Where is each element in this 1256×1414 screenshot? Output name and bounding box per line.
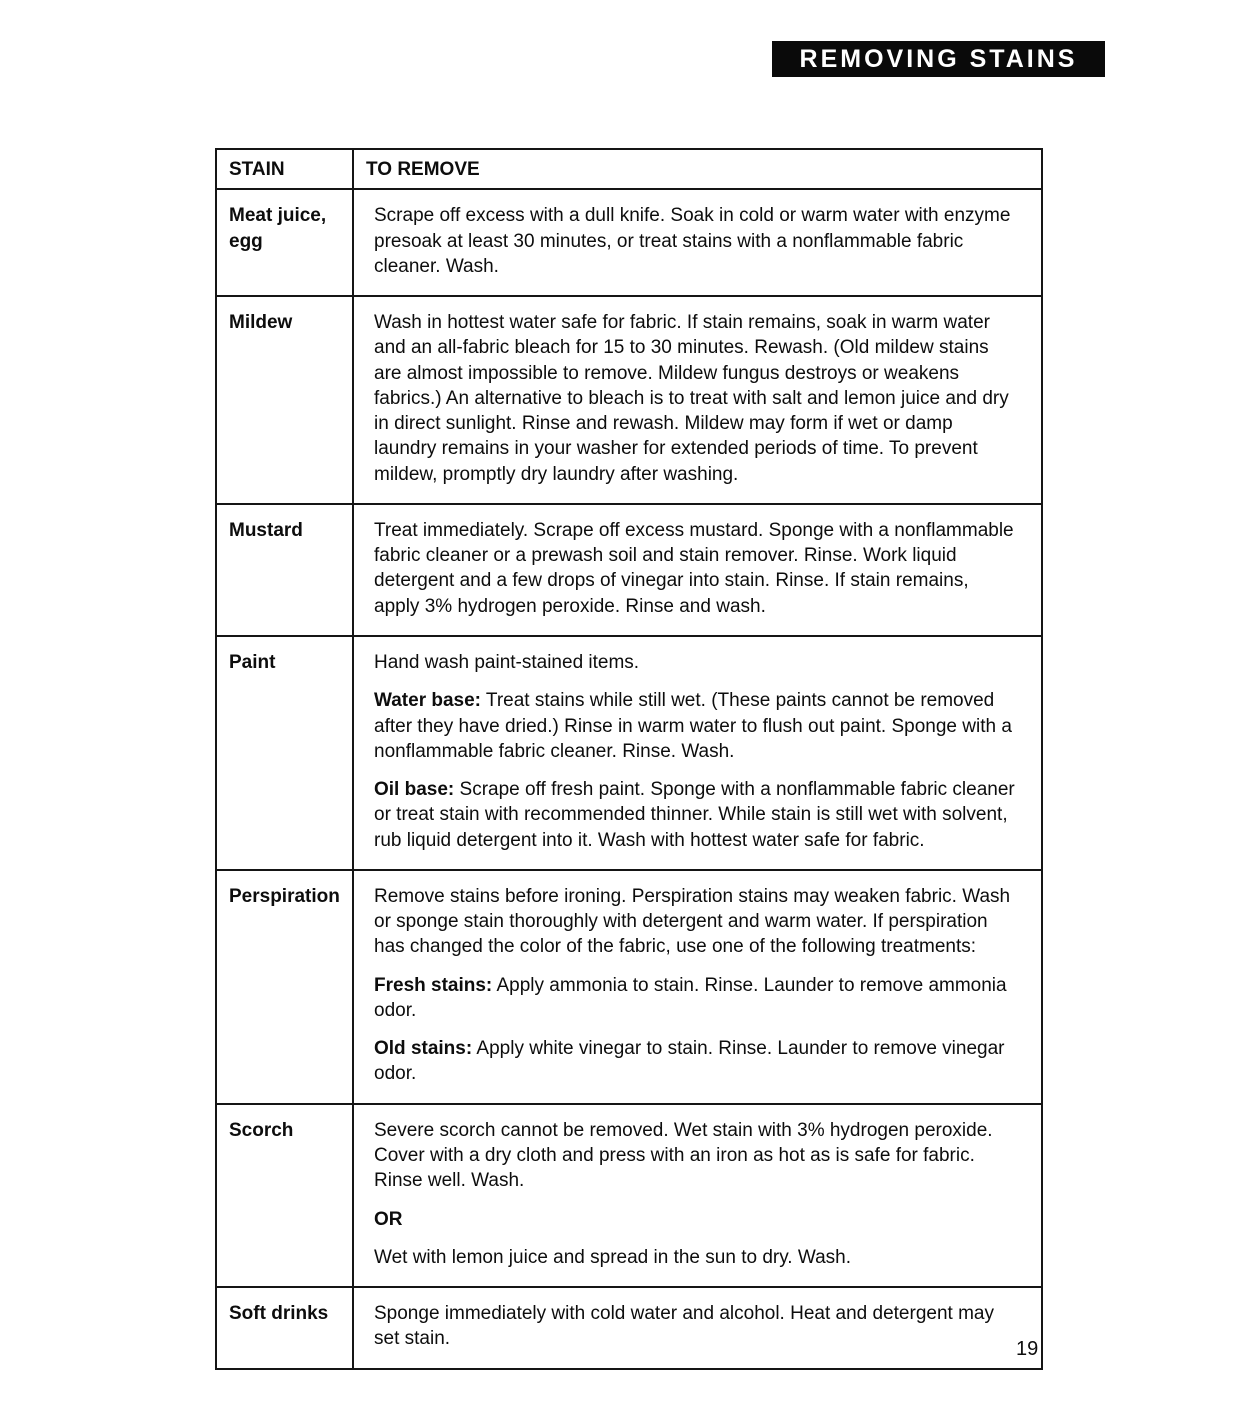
stain-name: Scorch (216, 1104, 353, 1287)
stain-table (215, 148, 1043, 1370)
instruction-paragraph: Old stains: Apply white vinegar to stain. Rinse. Launder to remove vinegar odor. (374, 1038, 1005, 1085)
stain-name: Soft drinks (216, 1287, 353, 1369)
page-number: 19 (1016, 1338, 1039, 1360)
instruction-paragraph: Remove stains before ironing. Perspiration stains may weaken fabric. Wash or sponge stain thoroughly with detergent and warm water. If perspiration has changed the color of the fabric, use one of the following treatments: (374, 885, 1011, 958)
stain-name: Paint (216, 636, 353, 870)
remove-instructions (353, 870, 1042, 1104)
table-row (216, 1104, 1042, 1287)
stain-table-body (216, 189, 1042, 1368)
stain-name: Perspiration (216, 870, 353, 1104)
table-row (216, 1287, 1042, 1369)
instruction-paragraph: Severe scorch cannot be removed. Wet stain with 3% hydrogen peroxide. Cover with a dry cloth and press with an iron as hot as is safe for fabric. Rinse well. Wash. (374, 1119, 993, 1192)
instruction-paragraph: Oil base: Scrape off fresh paint. Sponge with a nonflammable fabric cleaner or treat stain with recommended thinner. While stain is still wet with solvent, rub liquid detergent into it. Wash with hottest water safe for fabric. (374, 779, 1015, 851)
remove-instructions (353, 189, 1042, 296)
table-header-row (216, 149, 1042, 189)
instruction-paragraph: Wet with lemon juice and spread in the sun to dry. Wash. (374, 1246, 851, 1268)
remove-instructions (353, 1104, 1042, 1287)
table-row (216, 189, 1042, 296)
instruction-paragraph: Sponge immediately with cold water and alcohol. Heat and detergent may set stain. (374, 1303, 994, 1350)
header-banner (772, 41, 1105, 77)
table-row (216, 504, 1042, 636)
table-row (216, 870, 1042, 1104)
stain-name: Mustard (216, 504, 353, 636)
table-row (216, 636, 1042, 870)
instruction-paragraph: OR (374, 1208, 403, 1230)
instruction-paragraph: Water base: Treat stains while still wet. (These paints cannot be removed after they have dried.) Rinse in warm water to flush out paint. Sponge with a nonflammable fabric cleaner. Rinse. Wash. (374, 690, 1012, 762)
instruction-paragraph: Scrape off excess with a dull knife. Soak in cold or warm water with enzyme presoak at least 30 minutes, or treat stains with a nonflammable fabric cleaner. Wash. (374, 205, 1011, 277)
remove-instructions (353, 504, 1042, 636)
stain-name: Mildew (216, 296, 353, 504)
instruction-paragraph: Hand wash paint-stained items. (374, 651, 640, 673)
remove-instructions (353, 1287, 1042, 1369)
column-header-stain: STAIN (216, 149, 353, 189)
page-title: REMOVING STAINS (799, 44, 1078, 73)
instruction-paragraph: Fresh stains: Apply ammonia to stain. Rinse. Launder to remove ammonia odor. (374, 974, 1007, 1021)
column-header-to-remove: TO REMOVE (353, 149, 1042, 189)
instruction-paragraph: Treat immediately. Scrape off excess mustard. Sponge with a nonflammable fabric cleaner or a prewash soil and stain remover. Rinse. Work liquid detergent and a few drops of vinegar into stain. Rinse. If stain remains, apply 3% hydrogen peroxide. Rinse and wash. (374, 519, 1014, 617)
table-row (216, 296, 1042, 504)
instruction-paragraph: Wash in hottest water safe for fabric. If stain remains, soak in warm water and an all-fabric bleach for 15 to 30 minutes. Rewash. (Old mildew stains are almost impossible to remove. Mildew fungus destroys or weakens fabrics.) An alternative to bleach is to treat with salt and lemon juice and dry in direct sunlight. Rinse and rewash. Mildew may form if wet or damp laundry remains in your washer for extended periods of time. To prevent mildew, promptly dry laundry after washing. (374, 312, 1009, 485)
remove-instructions (353, 636, 1042, 870)
stain-name: Meat juice, egg (216, 189, 353, 296)
remove-instructions (353, 296, 1042, 504)
